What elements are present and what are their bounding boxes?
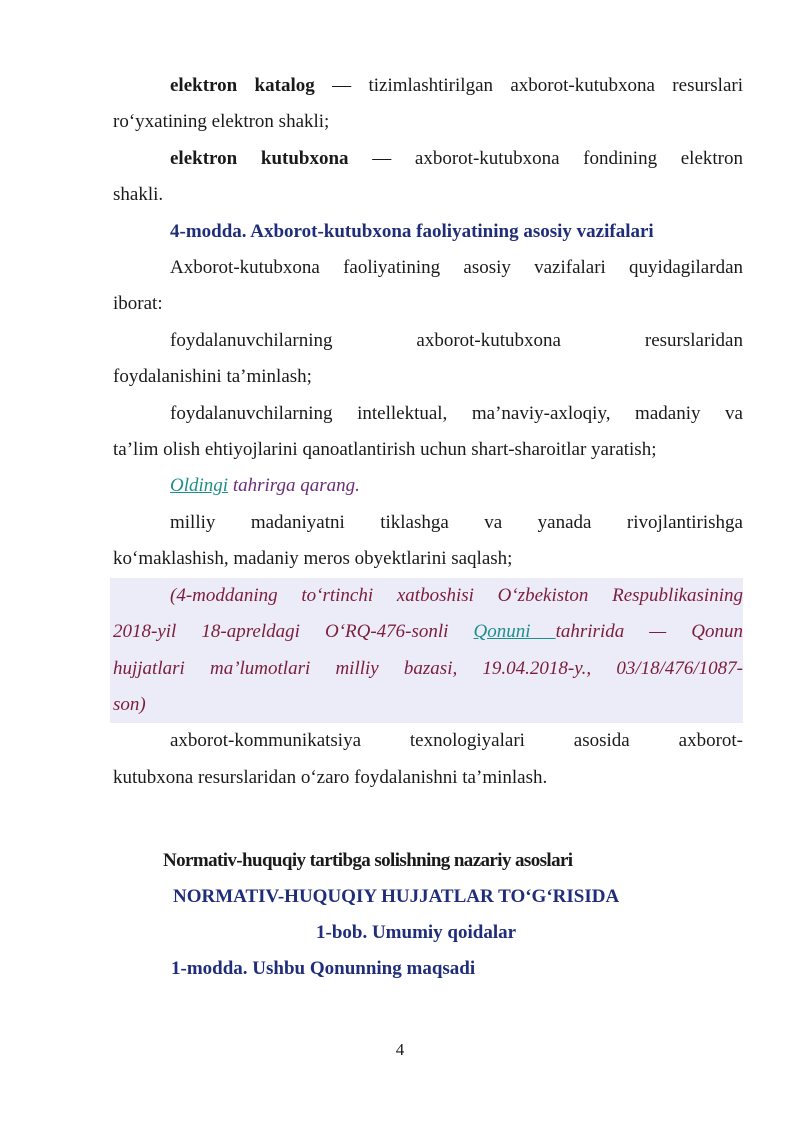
article-1-heading: 1-modda. Ushbu Qonunning maqsadi bbox=[171, 958, 476, 980]
chapter-heading: 1-bob. Umumiy qoidalar bbox=[316, 922, 517, 944]
amendment-text: tahririda — Qonun bbox=[555, 621, 743, 643]
term: elektron kutubxona bbox=[170, 147, 349, 169]
definition-text: — tizimlashtirilgan axborot-kutubxona resurslari bbox=[332, 75, 743, 96]
definition-text: shakli. bbox=[113, 184, 164, 206]
definition-electronic-library bbox=[113, 141, 743, 177]
law-title: NORMATIV-HUQUQIY HUJJATLAR TO‘G‘RISIDA bbox=[173, 886, 620, 908]
paragraph-line: Axborot-kutubxona faoliyatining asosiy vazifalari quyidagilardan bbox=[170, 257, 743, 279]
amendment-line bbox=[113, 614, 743, 650]
amendment-line: (4-moddaning to‘rtinchi xatboshisi O‘zbekiston Respublikasining bbox=[170, 584, 743, 606]
paragraph-line: ta’lim olish ehtiyojlarini qanoatlantirish uchun shart-sharoitlar yaratish; bbox=[113, 439, 657, 461]
paragraph-line: foydalanuvchilarning axborot-kutubxona resurslaridan bbox=[170, 329, 743, 351]
document-page bbox=[113, 68, 743, 980]
paragraph-line: ko‘maklashish, madaniy meros obyektlarini saqlash; bbox=[113, 548, 513, 570]
paragraph-line: milliy madaniyatni tiklashga va yanada rivojlantirishga bbox=[170, 511, 743, 533]
paragraph-line: foydalanuvchilarning intellektual, ma’naviy-axloqiy, madaniy va bbox=[170, 402, 743, 424]
section-subtitle: Normativ-huquqiy tartibga solishning nazariy asoslari bbox=[163, 850, 573, 872]
amendment-line: son) bbox=[113, 693, 146, 715]
paragraph-line: iborat: bbox=[113, 293, 163, 315]
amendment-text: 2018-yil 18-apreldagi O‘RQ-476-sonli bbox=[113, 621, 474, 643]
page-number: 4 bbox=[395, 1040, 405, 1059]
previous-edition-note bbox=[113, 468, 743, 504]
amendment-note-block bbox=[110, 578, 743, 724]
paragraph-line: axborot-kommunikatsiya texnologiyalari asosida axborot- bbox=[170, 730, 743, 752]
law-link[interactable]: Qonuni bbox=[473, 621, 556, 643]
article-4-heading: 4-modda. Axborot-kutubxona faoliyatining asosiy vazifalari bbox=[170, 220, 654, 242]
definition-continuation bbox=[113, 104, 743, 140]
paragraph-line: foydalanishini ta’minlash; bbox=[113, 366, 312, 388]
note-text: tahrirga qarang. bbox=[228, 475, 360, 497]
definition-continuation bbox=[113, 177, 743, 213]
definition-text: — axborot-kutubxona fondining elektron bbox=[372, 147, 744, 169]
definition-text: ro‘yxatining elektron shakli; bbox=[113, 111, 330, 133]
spacer bbox=[113, 796, 743, 850]
term: elektron katalog bbox=[170, 75, 315, 96]
paragraph-line: kutubxona resurslaridan o‘zaro foydalanishni ta’minlash. bbox=[113, 766, 548, 788]
definition-electronic-catalog bbox=[113, 68, 743, 104]
previous-edition-link[interactable]: Oldingi bbox=[170, 475, 229, 497]
amendment-line: hujjatlari ma’lumotlari milliy bazasi, 19.04.2018-y., 03/18/476/1087- bbox=[113, 657, 743, 679]
